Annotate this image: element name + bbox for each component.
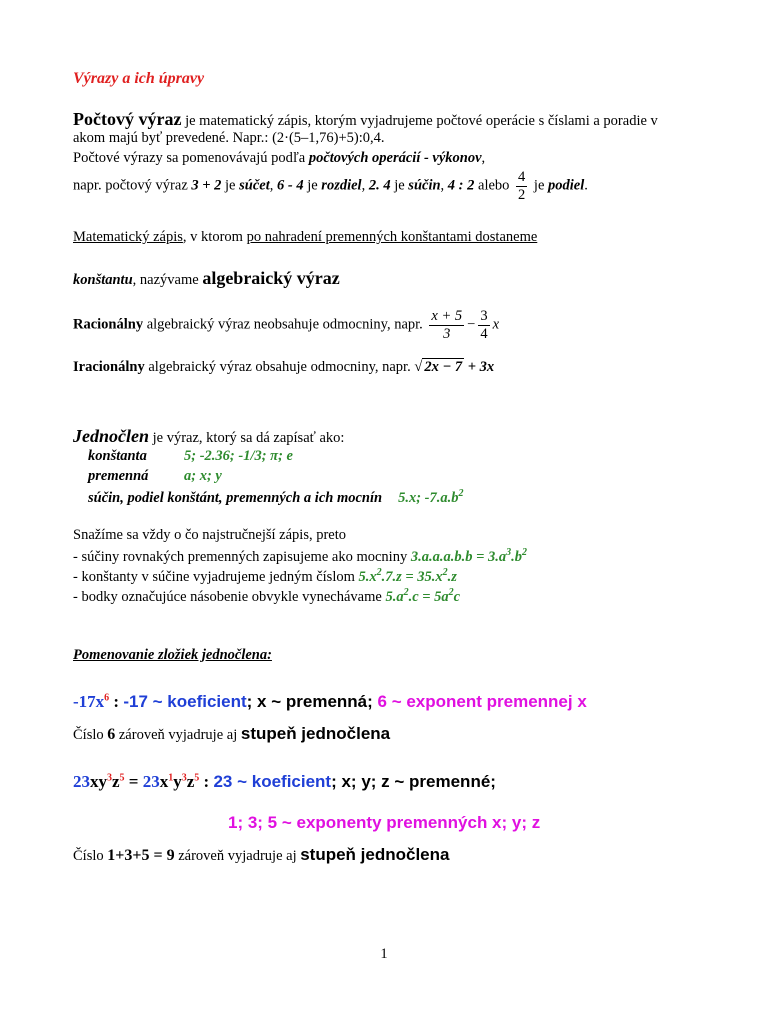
example: .c = 5a bbox=[408, 588, 449, 605]
text: Číslo bbox=[73, 848, 108, 864]
example-2 bbox=[73, 772, 496, 792]
text: alebo bbox=[474, 177, 514, 194]
name: podiel bbox=[548, 177, 585, 194]
values: ; e bbox=[278, 448, 293, 464]
text: , nazývame bbox=[132, 272, 203, 288]
example-2-note bbox=[73, 845, 449, 865]
exponent: 3 bbox=[107, 772, 112, 784]
minus: − bbox=[467, 316, 476, 333]
expr: 3 + 2 bbox=[191, 177, 222, 194]
exponent: 2 bbox=[442, 567, 448, 578]
example-1 bbox=[73, 692, 587, 712]
example: .z bbox=[447, 568, 457, 585]
text: zároveň vyjadruje aj bbox=[115, 727, 241, 743]
rules-intro: Snažíme sa vždy o čo najstručnejší zápis, preto bbox=[73, 527, 347, 543]
text: , v ktorom bbox=[182, 229, 247, 245]
expr: 4 : 2 bbox=[447, 177, 475, 194]
variables: z bbox=[112, 772, 120, 791]
text: je bbox=[390, 177, 409, 194]
paragraph-algebraic bbox=[73, 268, 340, 289]
variables: xy bbox=[90, 772, 107, 791]
naming-text: Počtové výrazy sa pomenovávajú podľa bbox=[73, 150, 309, 166]
colon: : bbox=[109, 692, 124, 711]
term-algebraicky-vyraz: algebraický výraz bbox=[202, 268, 340, 288]
sqrt-expression bbox=[414, 359, 464, 376]
variables: z bbox=[186, 772, 195, 791]
example: .7.z = 35.x bbox=[381, 568, 443, 585]
equals: = bbox=[124, 772, 143, 791]
underlined-text: Matematický zápis bbox=[73, 229, 183, 245]
monomial-row-constant bbox=[88, 448, 293, 465]
paragraph-monomial bbox=[73, 426, 344, 447]
exponent: 2 bbox=[458, 488, 464, 499]
name: rozdiel bbox=[321, 177, 362, 194]
name: súčin bbox=[408, 177, 441, 194]
coefficient: 23 bbox=[142, 772, 160, 791]
definition-text: je matematický zápis, ktorým vyjadrujeme počtové operácie s číslami a poradie v bbox=[181, 113, 658, 129]
example: 5.a bbox=[385, 588, 404, 605]
term-konstantu: konštantu bbox=[73, 272, 133, 288]
page-number: 1 bbox=[380, 946, 388, 962]
degree-value: 1+3+5 = 9 bbox=[107, 847, 175, 864]
term-pocetovy-vyraz: Počtový výraz bbox=[73, 109, 182, 129]
text: napr. počtový výraz bbox=[73, 177, 192, 194]
exponent: 3 bbox=[506, 547, 512, 558]
underlined-text: po nahradení premenných konštantami dostaneme bbox=[246, 229, 538, 245]
text: , bbox=[440, 177, 448, 194]
rule-powers bbox=[73, 547, 527, 566]
values: 5.x; -7.a.b bbox=[398, 489, 459, 506]
naming-end: , bbox=[481, 150, 486, 166]
rule-dots bbox=[73, 587, 460, 606]
text: je bbox=[530, 177, 549, 194]
label: premenná bbox=[88, 468, 149, 484]
values: 5; -2.36; -1/3; bbox=[184, 448, 271, 464]
exponent: 2 bbox=[448, 587, 454, 598]
frac-num: x + 5 bbox=[431, 308, 463, 324]
term-iracionalny: Iracionálny bbox=[73, 359, 145, 375]
expr: 2. 4 bbox=[368, 177, 391, 194]
monomial-base: -17x bbox=[73, 692, 105, 711]
exponent-label: 6 ~ exponent premennej x bbox=[377, 692, 587, 711]
degree-label: stupeň jednočlena bbox=[300, 845, 450, 864]
rule-constants bbox=[73, 567, 457, 586]
expr: 6 - 4 bbox=[276, 177, 304, 194]
coefficient-label: 23 ~ koeficient bbox=[213, 772, 332, 791]
paragraph-rational bbox=[73, 308, 499, 342]
example-2-exponents: 1; 3; 5 ~ exponenty premenných x; y; z bbox=[228, 813, 541, 832]
page-title: Výrazy a ich úpravy bbox=[73, 70, 205, 87]
variable-label: ; x ~ premenná; bbox=[246, 692, 378, 711]
text: . bbox=[584, 177, 588, 194]
text: zároveň vyjadruje aj bbox=[174, 848, 301, 864]
frac-den: 2 bbox=[518, 186, 526, 203]
paragraph-examples bbox=[73, 169, 588, 203]
monomial-row-variable bbox=[88, 468, 222, 485]
values: a; x; y bbox=[184, 468, 222, 484]
colon: : bbox=[199, 772, 214, 791]
exponent: 2 bbox=[403, 587, 409, 598]
text: algebraický výraz obsahuje odmocniny, napr. bbox=[144, 359, 415, 375]
pi: π bbox=[270, 448, 279, 464]
text: Číslo bbox=[73, 727, 108, 743]
variables: y bbox=[173, 772, 182, 791]
example-1-note bbox=[73, 724, 390, 744]
text: je výraz, ktorý sa dá zapísať ako: bbox=[149, 430, 345, 446]
example: 3.a.a.a.b.b = 3.a bbox=[410, 548, 507, 565]
coefficient: 23 bbox=[73, 772, 90, 791]
monomial-row-product bbox=[88, 488, 464, 507]
example: c bbox=[453, 588, 461, 605]
text: - bodky označujúce násobenie obvykle vynechávame bbox=[73, 588, 386, 605]
text: je bbox=[303, 177, 322, 194]
coefficient-label: -17 ~ koeficient bbox=[123, 692, 247, 711]
variables-label: ; x; y; z ~ premenné; bbox=[331, 772, 496, 791]
fraction-4-2 bbox=[516, 169, 527, 203]
radicand: 2x − 7 bbox=[424, 359, 463, 375]
paragraph-definition bbox=[73, 109, 658, 130]
exponent: 5 bbox=[119, 772, 125, 784]
exponent: 3 bbox=[181, 772, 187, 784]
text: - konštanty v súčine vyjadrujeme jedným číslom bbox=[73, 568, 359, 585]
label: súčin, podiel konštánt, premenných a ich mocnín bbox=[88, 489, 383, 506]
frac-num: 4 bbox=[518, 169, 526, 185]
text: - súčiny rovnakých premenných zapisujeme ako mocniny bbox=[73, 548, 411, 565]
fraction-x5-3 bbox=[429, 308, 464, 342]
frac-den: 3 bbox=[443, 325, 451, 342]
text: , bbox=[361, 177, 369, 194]
label: konštanta bbox=[88, 448, 147, 464]
sqrt-icon: √ bbox=[414, 359, 423, 375]
plus-term: + 3x bbox=[464, 359, 495, 375]
example: 5.x bbox=[358, 568, 377, 585]
frac-num: 3 bbox=[480, 308, 488, 324]
paragraph-naming bbox=[73, 150, 485, 167]
paragraph-math-notation bbox=[73, 229, 537, 246]
section-heading: Pomenovanie zložiek jednočlena: bbox=[73, 647, 272, 663]
exponent: 2 bbox=[521, 547, 527, 558]
variables: x bbox=[159, 772, 169, 791]
text: algebraický výraz neobsahuje odmocniny, napr. bbox=[143, 316, 427, 333]
term-jednoclen: Jednočlen bbox=[73, 426, 149, 446]
term-racionalny: Racionálny bbox=[73, 316, 144, 333]
fraction-3-4 bbox=[478, 308, 489, 342]
exponent: 5 bbox=[194, 772, 200, 784]
exponent: 1 bbox=[168, 772, 174, 784]
example: .b bbox=[511, 548, 522, 565]
text: je bbox=[221, 177, 240, 194]
exponent: 6 bbox=[104, 692, 110, 704]
naming-emph: počtových operácií - výkonov bbox=[308, 150, 482, 166]
paragraph-irrational bbox=[73, 359, 494, 376]
definition-text-cont: akom majú byť prevedené. Napr.: (2·(5–1,76)+5):0,4. bbox=[73, 130, 385, 146]
degree-label: stupeň jednočlena bbox=[240, 724, 391, 743]
exponent: 2 bbox=[376, 567, 382, 578]
degree-value: 6 bbox=[107, 726, 116, 743]
name: súčet bbox=[239, 177, 270, 194]
var-x: x bbox=[492, 316, 500, 333]
text: , bbox=[269, 177, 277, 194]
frac-den: 4 bbox=[480, 325, 488, 342]
